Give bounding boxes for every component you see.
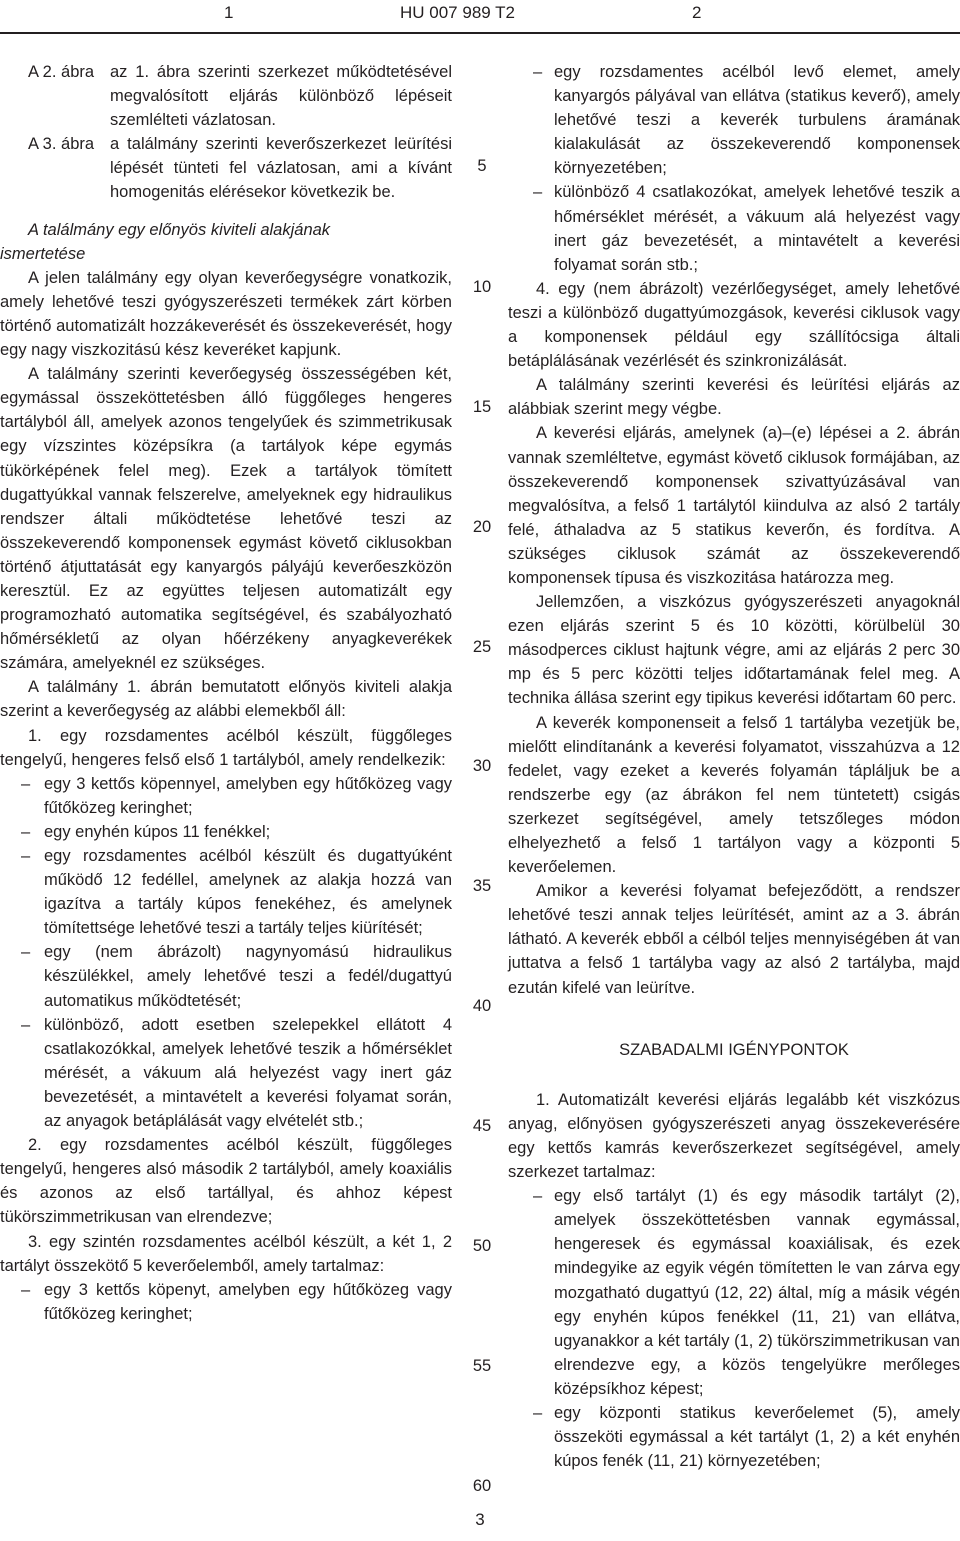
line-number: 50 (472, 1237, 492, 1255)
dash-text: egy enyhén kúpos 11 fenékkel; (44, 822, 271, 841)
dash-mark: – (21, 822, 31, 841)
header-right-page-number: 2 (692, 3, 702, 22)
claim-1: 1. Automatizált keverési eljárás legalább két viszkózus anyag, előnyösen gyógyszerészeti anyag összekeverésére egy kettős kamrás keverőszerkezet segítségével, amely szerkezet tartalmaz: (508, 1090, 960, 1182)
claim-1-dash-2 (508, 1401, 960, 1473)
paragraph-unit-description: A találmány szerinti keverőegység összességében két, egymással összeköttetésben álló függőleges hengeres tartályból áll, amelyek azonos tengelyűek és szimmetrikusak egy vízszintes középsíkra (a tartályok képe egymás tükörképének felel meg). Ezek a tartályok tömített dugattyúkkal vannak felszerelve, amelyeknek egy hidraulikus rendszer általi működtetése lehetővé teszi az összekeverendő komponensek egymást követő ciklusokban történő átjuttatását egy kanyargós pályájú keverőeszközön keresztül. Ez az együttes teljesen automatizált egy programozható automatika segítségével, és szabályozható hőmérsékletű az olyan hőérzékeny anyagkeverékek számára, amelyeknél ez szükséges. (0, 365, 452, 673)
item-1-dash-3 (0, 844, 452, 940)
paragraph-process-intro: A találmány szerinti keverési és leürítési eljárás az alábbiak szerint megy végbe. (508, 376, 960, 419)
dash-mark: – (533, 183, 543, 202)
figure-3-label-text: A 3. ábra (28, 135, 95, 154)
dash-mark: – (21, 1280, 31, 1299)
paragraph-intro: A jelen találmány egy olyan keverőegységre vonatkozik, amely lehetővé teszi gyógyszerészeti termékek zárt körben történő automatizált hozzákeverését és összekeverését, hogy egy nagy viszkozitású kész keveréket kapjunk. (0, 268, 452, 360)
dash-text: különböző, adott esetben szelepekkel ellátott 4 csatlakozókkal, amelyek lehetővé teszik a hőmérséklet mérését, a vákuum alá helyezést vagy inert gáz bevezetését, a mintavételt a keverési folyamat során, az anyagok betáplálását vagy elvételét stb.; (44, 1015, 452, 1131)
item-4: 4. egy (nem ábrázolt) vezérlőegységet, amely lehetővé teszi a különböző dugattyúmozgások, keverési ciklusok vagy a komponensek például egy szállítócsiga általi betáplálásának vezérlését és szinkronizálását. (508, 279, 960, 371)
claims-heading: SZABADALMI IGÉNYPONTOK (619, 1040, 849, 1059)
line-number: 10 (472, 278, 492, 296)
dash-mark: – (21, 1015, 31, 1034)
item-3-dash-2 (508, 60, 960, 180)
item-1-dash-2 (0, 820, 452, 844)
item-3: 3. egy szintén rozsdamentes acélból készült, a két 1, 2 tartályt összekötő 5 keverőelemből, amely tartalmaz: (0, 1232, 452, 1275)
line-number: 20 (472, 518, 492, 536)
dash-text: egy központi statikus keverőelemet (5), amely összeköti egymással a két tartályt (1, 2) a két enyhén kúpos fenék (11, 21) környezetében; (554, 1403, 960, 1471)
item-1: 1. egy rozsdamentes acélból készült, függőleges tengelyű, hengeres felső első 1 tartályból, amely rendelkezik: (0, 726, 452, 769)
paragraph-cycle-timing: Jellemzően, a viszkózus gyógyszerészeti anyagoknál ezen eljárás szerint 5 és 10 közötti, körülbelül 30 másodperces ciklust hajtunk végre, ami az eljárás 2 perc 30 mp és 5 perc közötti teljes időtartamának felel meg. A technika állása szerint egy tipikus keverési időtartam 60 perc. (508, 593, 960, 708)
dash-mark: – (533, 63, 543, 81)
dash-text: egy 3 kettős köpenyt, amelyben egy hűtőközeg vagy fűtőközeg keringhet; (44, 1280, 452, 1323)
dash-mark: – (21, 774, 31, 793)
figure-2-description: az 1. ábra szerinti szerkezet működtetésével megvalósított eljárás különböző lépéseit szemlélteti vázlatosan. (110, 63, 452, 130)
figure-3-description: a találmány szerinti keverőszerkezet leürítési lépését tünteti fel vázlatosan, ami a kívánt homogenitás elérésekor következik be. (110, 135, 452, 202)
header-left-page-number: 1 (224, 3, 234, 22)
paragraph-component-feed: A keverék komponenseit a felső 1 tartályba vezetjük be, mielőtt elindítanánk a keverési folyamatot, visszahúzva a 12 fedelet, vagy ezeket a keverés folyamán tápláljuk be a rendszerbe egy (az ábrákon fel nem tüntetett) csigás szerkezet segítségével, amely tetszőleges módon elhelyezhető a felső 1 tartályon vagy a központi 5 keverőelemen. (508, 713, 960, 877)
header-patent-number: HU 007 989 T2 (400, 3, 515, 22)
section-subheading: A találmány egy előnyös kiviteli alakjának ismertetése (0, 220, 331, 263)
page-number: 3 (475, 1510, 485, 1529)
line-number: 30 (472, 757, 492, 775)
item-3-dash-1 (0, 1278, 452, 1326)
item-1-dash-5 (0, 1013, 452, 1133)
line-number: 25 (472, 638, 492, 656)
line-number: 45 (472, 1117, 492, 1135)
paragraph-mixing-process: A keverési eljárás, amelynek (a)–(e) lépései a 2. ábrán vannak szemléltetve, egymást követő ciklusok formájában, az összekeverendő komponensek szivattyúzásával van megvalósítva, a felső 1 tartálytól kiindulva az alsó 2 tartály felé, áthaladva az 5 statikus keverőn, és fordítva. A szükséges ciklusok számát az összekeverendő komponensek típusa és viszkozitása határozza meg. (508, 424, 960, 587)
line-number: 15 (472, 398, 492, 416)
right-column (508, 60, 960, 1473)
dash-text: egy (nem ábrázolt) nagynyomású hidraulikus készülékkel, amely lehetővé teszi a fedél/dugattyú automatikus működtetését; (44, 943, 452, 1010)
dash-text: egy 3 kettős köpennyel, amelyben egy hűtőközeg vagy fűtőközeg keringhet; (44, 774, 452, 817)
dash-mark: – (21, 847, 31, 865)
left-column (0, 60, 452, 1326)
paragraph-embodiment: A találmány 1. ábrán bemutatott előnyös kiviteli alakja szerint a keverőegység az alábbi elemekből áll: (0, 678, 452, 721)
line-number: 35 (472, 877, 492, 895)
header-rule (0, 32, 960, 34)
dash-text: egy rozsdamentes acélból készült és dugattyúként működő 12 fedéllel, amelynek az alakja hozzá van igazítva a tartály kúpos fenekéhez, és amelynek tömítettsége lehetővé teszi a tartály teljes kiürítését; (44, 847, 452, 938)
dash-mark: – (533, 1187, 543, 1206)
item-2: 2. egy rozsdamentes acélból készült, függőleges tengelyű, hengeres alsó második 2 tartályból, amely koaxiális és azonos az első tartállyal, és ahhoz képest tükörszimmetrikusan van elrendezve; (0, 1136, 452, 1227)
claim-1-dash-1 (508, 1184, 960, 1401)
dash-mark: – (21, 943, 31, 962)
dash-text: egy első tartályt (1) és egy második tartályt (2), amelyek összeköttetésben vannak egymással, hengeresek és egymással koaxiálisak, és ezek mindegyike az egyik végén tömítetten le van zárva egy mozgatható dugattyú (12, 22) által, míg a másik végén egy enyhén kúpos fenékkel (11, 21) van ellátva, ugyanakkor a két tartály (1, 2) tükörszimmetrikusan van elrendezve egy, a közös tengelyükre merőleges középsíkhoz képest; (554, 1187, 960, 1398)
line-number: 60 (472, 1477, 492, 1495)
item-3-dash-3 (508, 180, 960, 276)
line-number: 40 (472, 997, 492, 1015)
item-1-dash-1 (0, 772, 452, 820)
dash-mark: – (533, 1403, 543, 1422)
line-number: 55 (472, 1357, 492, 1375)
line-number: 5 (477, 157, 487, 175)
figure-2-label-text: A 2. ábra (28, 63, 95, 81)
paragraph-discharge: Amikor a keverési folyamat befejeződött, a rendszer lehetővé teszi annak teljes leürítését, amint az a 3. ábrán látható. A keverék ebből a célból teljes mennyiségében át van juttatva a felső 1 tartályba vagy az alsó 2 tartályba, majd ezután kifelé van leürítve. (508, 882, 960, 997)
dash-text: egy rozsdamentes acélból levő elemet, amely kanyargós pályával van ellátva (statikus keverő), amely lehetővé teszi a keverék turbulens áramának kialakulását az összekeverendő komponensek környezetében; (554, 63, 960, 178)
dash-text: különböző 4 csatlakozókat, amelyek lehetővé teszik a hőmérséklet mérését, a vákuum alá helyezést vagy inert gáz bevezetését, a mintavételt a keverési folyamat során stb.; (554, 183, 960, 274)
item-1-dash-4 (0, 940, 452, 1012)
